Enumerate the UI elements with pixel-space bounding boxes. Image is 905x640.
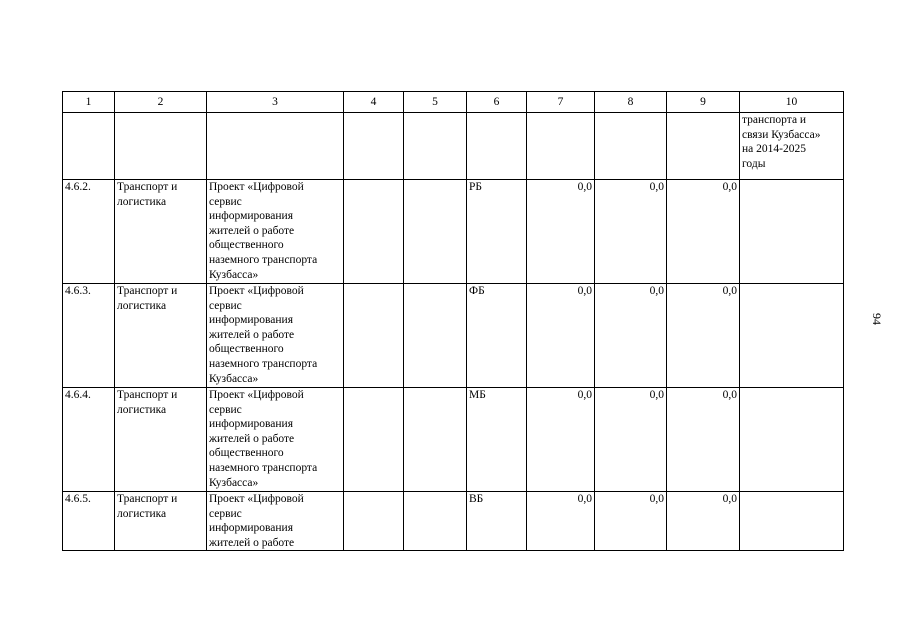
col-header-10: 10 — [740, 92, 844, 113]
project-line: общественного — [209, 239, 284, 252]
row-col10 — [740, 180, 844, 284]
project-line: Проект «Цифровой — [209, 285, 304, 297]
project-line: Проект «Цифровой — [209, 181, 304, 193]
continuation-row — [63, 113, 844, 180]
row-col10 — [740, 492, 844, 551]
project-line: наземного транспорта — [209, 253, 318, 266]
row-project — [207, 388, 344, 492]
col-header-7: 7 — [527, 92, 595, 113]
row-sector — [115, 284, 207, 388]
col-header-2: 2 — [115, 92, 207, 113]
row-col5 — [404, 388, 467, 492]
project-line: информирования — [209, 418, 293, 431]
row-project — [207, 284, 344, 388]
sector-line: логистика — [117, 299, 167, 312]
row-project — [207, 180, 344, 284]
row-col10 — [740, 388, 844, 492]
sector-line: Транспорт и — [117, 285, 178, 297]
row-value-7: 0,0 — [527, 492, 595, 551]
row-col4 — [344, 388, 404, 492]
row-source: ВБ — [467, 492, 527, 551]
project-line: жителей о работе — [209, 224, 295, 237]
sector-line: Транспорт и — [117, 493, 178, 505]
row-sector — [115, 492, 207, 551]
cell — [115, 113, 207, 180]
row-number: 4.6.5. — [63, 492, 115, 551]
note-line: на 2014-2025 — [742, 143, 806, 156]
continuation-note — [740, 113, 844, 180]
row-col4 — [344, 492, 404, 551]
sector-line: Транспорт и — [117, 181, 178, 193]
project-line: Проект «Цифровой — [209, 389, 304, 401]
sector-line: логистика — [117, 507, 167, 520]
row-value-7: 0,0 — [527, 180, 595, 284]
project-line: общественного — [209, 447, 284, 460]
row-number: 4.6.3. — [63, 284, 115, 388]
row-col4 — [344, 284, 404, 388]
project-line: Проект «Цифровой — [209, 493, 304, 505]
project-line: информирования — [209, 210, 293, 223]
col-header-6: 6 — [467, 92, 527, 113]
cell — [667, 113, 740, 180]
header-row — [63, 92, 844, 113]
project-line: наземного транспорта — [209, 357, 318, 370]
row-sector — [115, 388, 207, 492]
row-value-8: 0,0 — [595, 388, 667, 492]
row-value-7: 0,0 — [527, 388, 595, 492]
project-line: Кузбасса» — [209, 476, 259, 489]
row-source: РБ — [467, 180, 527, 284]
cell — [404, 113, 467, 180]
project-line: наземного транспорта — [209, 461, 318, 474]
page-number: 94 — [870, 313, 884, 325]
cell — [527, 113, 595, 180]
row-col5 — [404, 284, 467, 388]
note-line: годы — [742, 157, 766, 170]
project-line: общественного — [209, 343, 284, 356]
col-header-8: 8 — [595, 92, 667, 113]
cell — [207, 113, 344, 180]
project-line: информирования — [209, 522, 293, 535]
sector-line: логистика — [117, 403, 167, 416]
col-header-5: 5 — [404, 92, 467, 113]
note-line: транспорта и — [742, 114, 807, 126]
row-source: ФБ — [467, 284, 527, 388]
project-line: жителей о работе — [209, 536, 295, 549]
project-line: сервис — [209, 195, 242, 208]
col-header-3: 3 — [207, 92, 344, 113]
cell — [63, 113, 115, 180]
table-row — [63, 284, 844, 388]
project-line: жителей о работе — [209, 328, 295, 341]
cell — [467, 113, 527, 180]
row-number: 4.6.2. — [63, 180, 115, 284]
row-value-9: 0,0 — [667, 180, 740, 284]
sector-line: Транспорт и — [117, 389, 178, 401]
row-number: 4.6.4. — [63, 388, 115, 492]
row-value-8: 0,0 — [595, 492, 667, 551]
table-row — [63, 180, 844, 284]
project-line: Кузбасса» — [209, 268, 259, 281]
row-value-9: 0,0 — [667, 388, 740, 492]
budget-table — [62, 91, 844, 551]
note-line: связи Кузбасса» — [742, 128, 821, 141]
row-col4 — [344, 180, 404, 284]
row-value-7: 0,0 — [527, 284, 595, 388]
col-header-1: 1 — [63, 92, 115, 113]
row-project — [207, 492, 344, 551]
project-line: информирования — [209, 314, 293, 327]
row-source: МБ — [467, 388, 527, 492]
sector-line: логистика — [117, 195, 167, 208]
project-line: сервис — [209, 299, 242, 312]
row-col5 — [404, 492, 467, 551]
row-value-8: 0,0 — [595, 180, 667, 284]
row-col5 — [404, 180, 467, 284]
col-header-9: 9 — [667, 92, 740, 113]
project-line: жителей о работе — [209, 432, 295, 445]
col-header-4: 4 — [344, 92, 404, 113]
row-value-9: 0,0 — [667, 284, 740, 388]
row-value-9: 0,0 — [667, 492, 740, 551]
project-line: Кузбасса» — [209, 372, 259, 385]
cell — [344, 113, 404, 180]
project-line: сервис — [209, 507, 242, 520]
row-value-8: 0,0 — [595, 284, 667, 388]
table-row — [63, 388, 844, 492]
row-sector — [115, 180, 207, 284]
row-col10 — [740, 284, 844, 388]
project-line: сервис — [209, 403, 242, 416]
table-row — [63, 492, 844, 551]
cell — [595, 113, 667, 180]
